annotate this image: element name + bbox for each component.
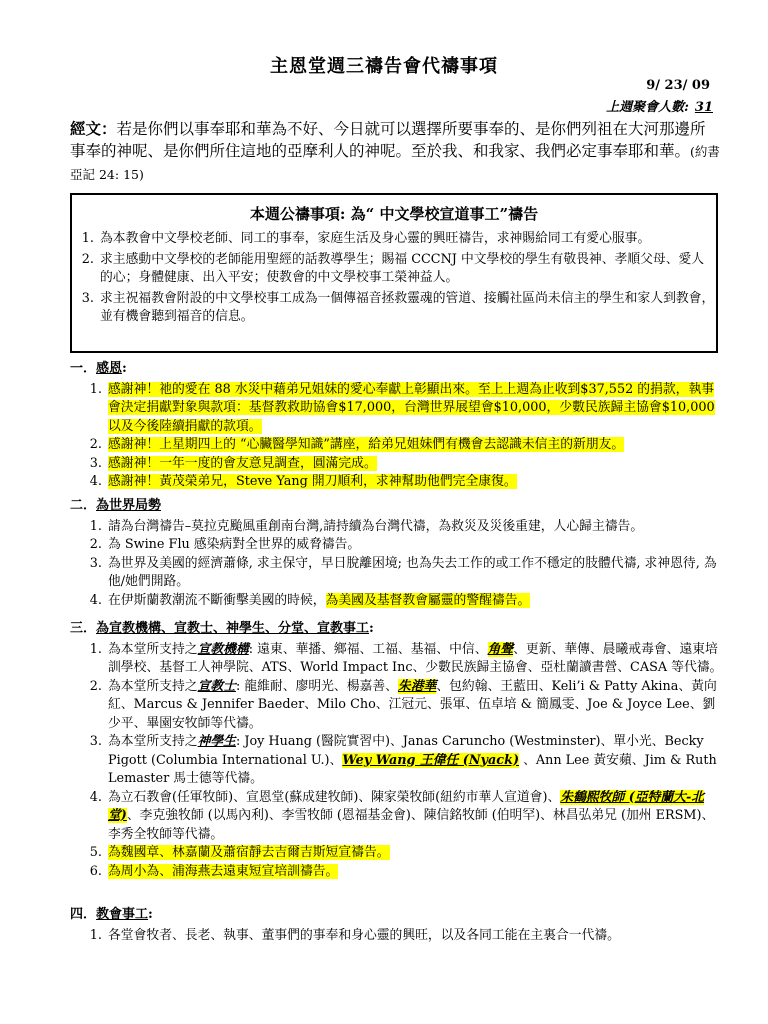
- list-item-text: 感謝神！祂的愛在 88 水災中藉弟兄姐妹的愛心奉獻上彰顯出來。至上上週為止收到$37,552 的捐款，執事會決定捐獻對象與款項：基督教救助協會$17,000，台灣世界展望會$10,000，少數民族歸主協會$10,000 以及今後陸續捐獻的款項。: [108, 381, 715, 434]
- list-item: [106, 733, 725, 789]
- section-number: 二．: [70, 498, 97, 513]
- section-world: [70, 497, 725, 610]
- section-heading: 三．為宣教機構、宣教士、神學生、分堂、宣教事工:: [70, 621, 374, 636]
- public-prayer-box: [70, 193, 718, 353]
- church-list: [70, 927, 725, 946]
- section-title: 為宣教機構、宣教士、神學生、分堂、宣教事工: [96, 621, 370, 636]
- list-item: [106, 641, 725, 678]
- list-item-text: 為本堂所支持之: [108, 734, 198, 749]
- attendance-label: 上週聚會人數:: [606, 100, 689, 115]
- list-item: [106, 592, 725, 611]
- section-title: 教會事工: [96, 907, 149, 922]
- list-item-text: 、Ann Lee 黃安蘋、Jim & Ruth Lemaster 馬士德等代禱。: [108, 752, 717, 786]
- list-item: [106, 844, 725, 863]
- list-item: 2. 為 Swine Flu 感染病對全世界的威脅禱告。: [106, 536, 725, 555]
- attendance: [606, 96, 713, 115]
- list-item: 2. 求主感動中文學校的老師能用聖經的話教導學生；賜福 CCCNJ 中文學校的學生有敬畏神、孝順父母、愛人的心；身體健康、出入平安；使教會的中文學校事工榮神益人。: [98, 251, 716, 288]
- list-item-text: 為本堂所支持之: [108, 678, 198, 694]
- section-heading: 四．教會事工:: [70, 907, 153, 922]
- highlight: Wey Wang 王偉任 (Nyack): [342, 752, 520, 768]
- section-thanks: [70, 360, 725, 492]
- date: 9/ 23/ 09: [646, 78, 710, 93]
- section-number: 三．: [70, 621, 97, 636]
- highlight: 朱港華: [397, 678, 437, 694]
- attendance-value: 31: [694, 100, 713, 115]
- list-item: [106, 455, 725, 474]
- list-item: [106, 863, 725, 882]
- section-number: 一．: [70, 361, 97, 376]
- public-prayer-list: [72, 230, 716, 327]
- scripture-label: 經文：: [70, 119, 117, 138]
- section-title: 感恩: [96, 361, 123, 376]
- emphasis: 宣教機構: [197, 641, 249, 657]
- list-item-text: : 遠東、華播、鄉福、工福、基福、中信、: [248, 641, 488, 657]
- section-heading: [70, 497, 725, 516]
- list-item-text: 為周小為、浦海燕去遠東短宣培訓禱告。: [108, 863, 339, 879]
- list-item-text: 感謝神！上星期四上的 “心臟醫學知識”講座，給弟兄姐妹們有機會去認識未信主的新朋友。: [108, 437, 625, 452]
- scripture-text: 若是你們以事奉耶和華為不好、今日就可以選擇所要事奉的、是你們列祖在大河那邊所事奉的神呢、是你們所住這地的亞摩利人的神呢。至於我、和我家、我們必定事奉耶和華。: [70, 120, 706, 160]
- list-item: [106, 678, 725, 734]
- section-missions: [70, 620, 725, 881]
- thanks-list: [70, 381, 725, 492]
- world-list: [70, 518, 725, 611]
- list-item: [106, 436, 725, 455]
- list-item-text: 在伊斯蘭教潮流不斷衝擊美國的時候，: [108, 592, 326, 608]
- list-item: 3. 為世界及美國的經濟蕭條, 求主保守，早日脫離困境; 也為失去工作的或工作不穩定的肢體代禱, 求神恩待, 為他/她們開路。: [106, 555, 725, 592]
- list-item-text: : 龍維耐、廖明光、楊嘉善、: [235, 678, 398, 694]
- list-item-text: 、更新、華傳、晨曦戒毒會、遠東培訓學校、基督工人神學院、ATS、World Impact Inc、少數民族歸主協會、亞杜蘭讀書營、CASA 等代禱。: [108, 641, 723, 675]
- highlight: 朱鶴熙牧師 (亞特蘭大-北堂): [108, 789, 705, 823]
- list-item: [106, 473, 725, 492]
- list-item: 1. 各堂會牧者、長老、執事、董事們的事奉和身心靈的興旺，以及各同工能在主裏合一代禱。: [106, 927, 725, 946]
- list-item: 1. 為本教會中文學校老師、同工的事奉，家庭生活及身心靈的興旺禱告，求神賜給同工有愛心服事。: [98, 230, 716, 249]
- missions-list: [70, 641, 725, 882]
- list-item-text: 為立石教會(任軍牧師)、宣恩堂(蘇成建牧師)、陳家榮牧師(紐約市華人宣道會)、: [108, 789, 561, 805]
- list-item: [106, 381, 725, 437]
- list-item-text: 為魏國章、林嘉蘭及蕭宿靜去吉爾吉斯短宣禱告。: [108, 845, 390, 860]
- section-heading: 一．感恩:: [70, 361, 127, 376]
- list-item-text: 感謝神！黃茂榮弟兄，Steve Yang 開刀順利，求神幫助他們完全康復。: [108, 474, 517, 489]
- list-item: 1. 請為台灣禱告–莫拉克颱風重創南台灣,請持續為台灣代禱，為救災及災後重建，人心歸主禱告。: [106, 518, 725, 537]
- list-item-highlight: 為美國及基督教會屬靈的警醒禱告。: [325, 592, 531, 608]
- public-prayer-title: 本週公禱事項: 為“ 中文學校宣道事工”禱告: [249, 205, 539, 223]
- list-item: [106, 789, 725, 845]
- list-item-text: 、李克強牧師 (以馬內利)、李雪牧師 (恩福基金會)、陳信銘牧師 (伯明罕)、林昌弘弟兄 (加州 ERSM)、李秀全牧師等代禱。: [108, 808, 715, 842]
- list-item-text: 感謝神！一年一度的會友意見調查，圓滿完成。: [108, 455, 377, 471]
- list-item-text: : Joy Huang (醫院實習中)、Janas Caruncho (Westminster)、單小光、Becky Pigott (Columbia International U.)、: [108, 734, 704, 768]
- list-item-text: 為本堂所支持之: [108, 641, 198, 657]
- emphasis: 宣教士: [197, 678, 236, 694]
- list-item-text: 、包約翰、王藍田、Keli’i & Patty Akina、黃向紅、Marcus & Jennifer Baeder、Milo Cho、江冠元、張軍、伍卓培 & 簡鳳雯、Joe & Joyce Lee、劉少平、畢園安牧師等代禱。: [108, 678, 717, 731]
- emphasis: 神學生: [197, 734, 236, 749]
- highlight: 角聲: [487, 641, 514, 657]
- page-title: 主恩堂週三禱告會代禱事項: [270, 56, 498, 77]
- section-title: 為世界局勢: [96, 498, 162, 513]
- scripture: [70, 118, 720, 186]
- section-number: 四．: [70, 907, 97, 922]
- list-item: 3. 求主祝福教會附設的中文學校事工成為一個傳福音拯救靈魂的管道、接觸社區尚未信主的學生和家人到教會，並有機會聽到福音的信息。: [98, 290, 716, 327]
- section-church: [70, 906, 725, 945]
- scripture-reference: (約書亞記 24: 15): [70, 144, 720, 182]
